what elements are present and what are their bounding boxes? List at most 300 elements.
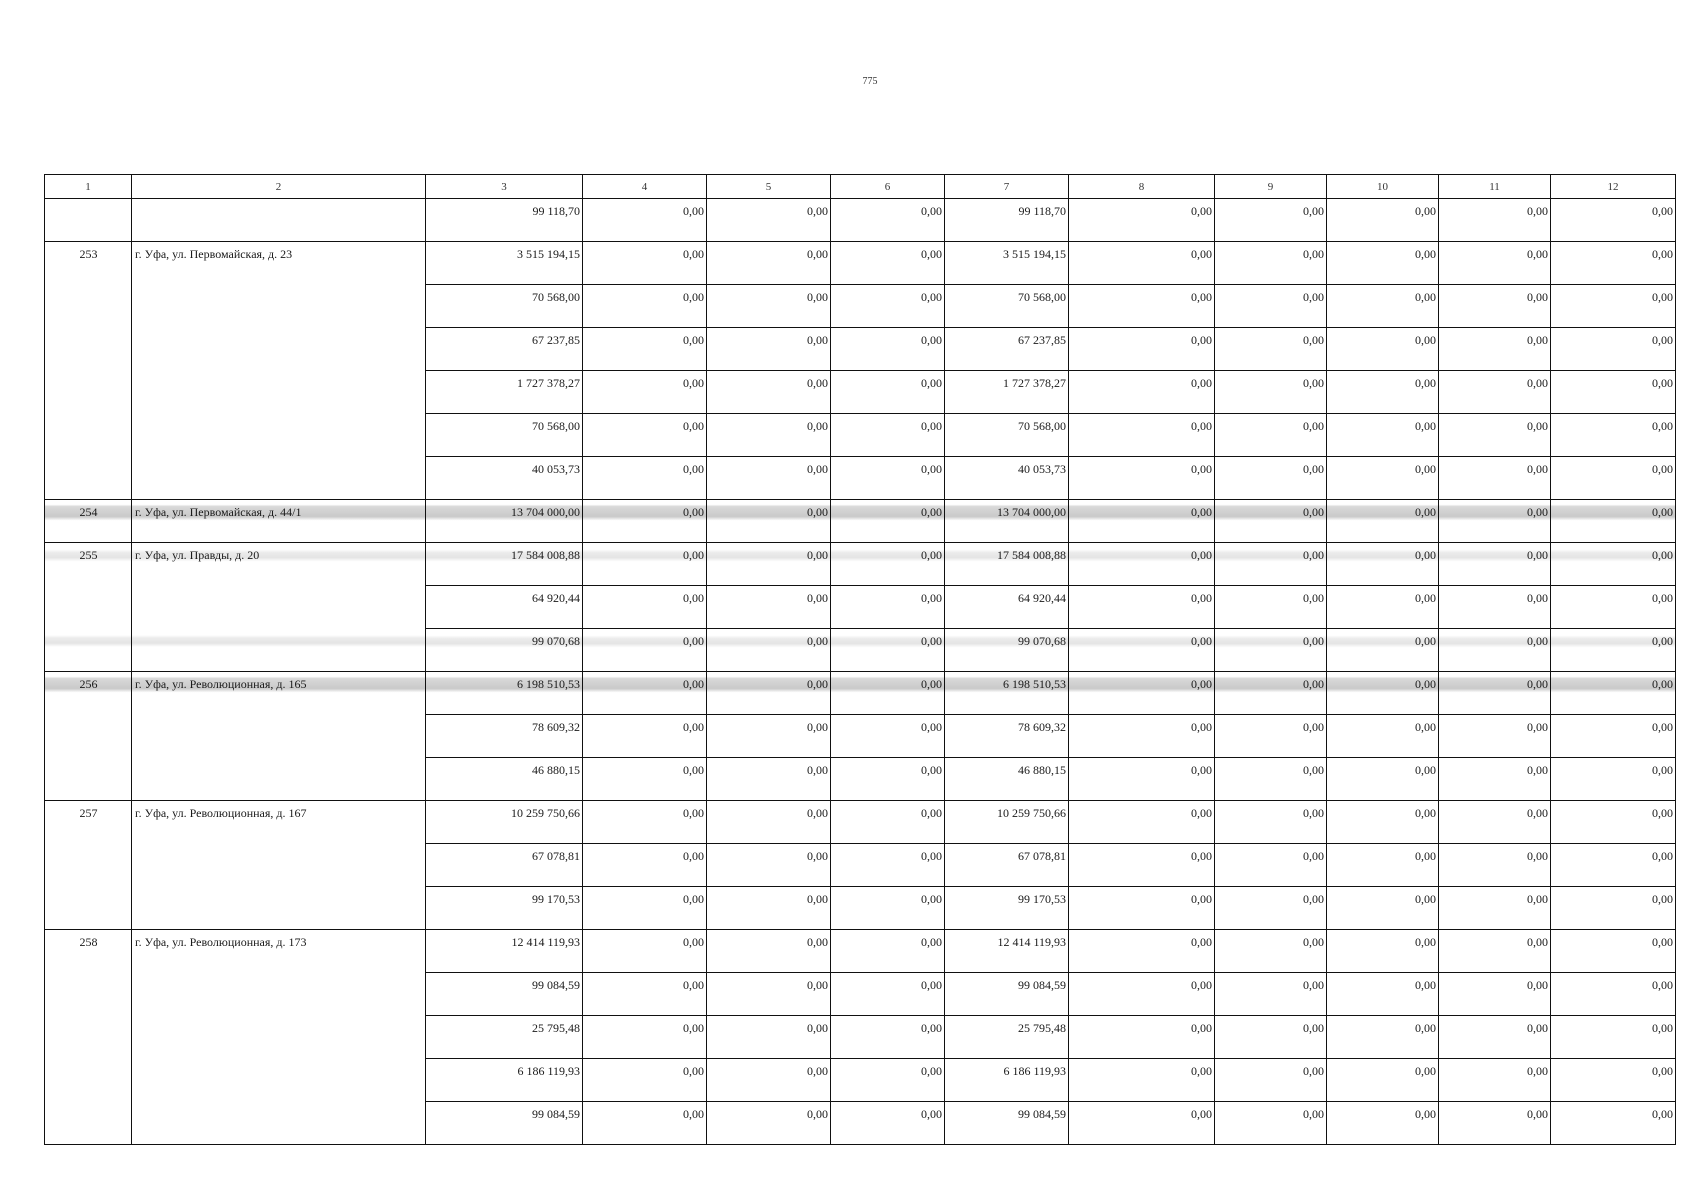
value-text: 0,00 <box>683 290 704 304</box>
value-cell-col-5 <box>707 199 831 242</box>
address-text <box>132 371 425 376</box>
value-cell-col-12 <box>1551 285 1676 328</box>
table-row <box>45 285 1676 328</box>
value-text: 0,00 <box>921 548 942 562</box>
value-cell-col-6 <box>831 457 945 500</box>
value-cell-col-9 <box>1215 1059 1327 1102</box>
row-number <box>45 758 131 763</box>
value-cell-col-7 <box>945 328 1069 371</box>
value-cell-col-11 <box>1439 586 1551 629</box>
value-text: 0,00 <box>1303 806 1324 820</box>
value-text: 0,00 <box>1652 505 1673 519</box>
row-number-cell <box>45 543 132 586</box>
value-text: 0,00 <box>1652 419 1673 433</box>
value-text: 0,00 <box>683 505 704 519</box>
value-cell-col-5 <box>707 285 831 328</box>
value-cell-col-10 <box>1327 199 1439 242</box>
value-cell-col-3 <box>426 1016 583 1059</box>
value-text: 10 259 750,66 <box>997 806 1066 820</box>
value-cell-col-5 <box>707 844 831 887</box>
value-text: 0,00 <box>807 763 828 777</box>
value-text: 0,00 <box>1303 376 1324 390</box>
value-cell-col-7 <box>945 1059 1069 1102</box>
value-cell-col-4 <box>583 457 707 500</box>
value-cell-col-9 <box>1215 973 1327 1016</box>
value-text: 17 584 008,88 <box>511 548 580 562</box>
value-text: 0,00 <box>1303 849 1324 863</box>
value-text: 0,00 <box>1652 548 1673 562</box>
address-cell <box>132 414 426 457</box>
value-cell-col-8 <box>1069 586 1215 629</box>
table-row <box>45 500 1676 543</box>
row-number-cell <box>45 930 132 973</box>
value-cell-col-9 <box>1215 629 1327 672</box>
row-number <box>45 629 131 634</box>
value-text: 0,00 <box>1415 677 1436 691</box>
value-text: 0,00 <box>1415 548 1436 562</box>
value-cell-col-6 <box>831 672 945 715</box>
value-text: 0,00 <box>683 677 704 691</box>
value-text: 0,00 <box>1191 634 1212 648</box>
value-cell-col-6 <box>831 1059 945 1102</box>
value-cell-col-9 <box>1215 758 1327 801</box>
value-cell-col-6 <box>831 801 945 844</box>
value-cell-col-10 <box>1327 285 1439 328</box>
value-cell-col-5 <box>707 543 831 586</box>
table-row <box>45 328 1676 371</box>
address-cell <box>132 844 426 887</box>
row-number <box>45 973 131 978</box>
value-text: 0,00 <box>807 720 828 734</box>
value-text: 0,00 <box>1303 290 1324 304</box>
value-text: 0,00 <box>1527 505 1548 519</box>
column-header-4: 4 <box>583 175 707 199</box>
value-cell-col-6 <box>831 1016 945 1059</box>
value-cell-col-11 <box>1439 629 1551 672</box>
value-cell-col-4 <box>583 242 707 285</box>
table-row <box>45 1059 1676 1102</box>
value-text: 0,00 <box>921 505 942 519</box>
value-cell-col-5 <box>707 930 831 973</box>
value-text: 64 920,44 <box>1018 591 1066 605</box>
row-number-cell <box>45 457 132 500</box>
table-row <box>45 801 1676 844</box>
value-cell-col-7 <box>945 457 1069 500</box>
value-text: 0,00 <box>1191 505 1212 519</box>
value-text: 0,00 <box>1652 247 1673 261</box>
value-cell-col-12 <box>1551 844 1676 887</box>
value-cell-col-9 <box>1215 328 1327 371</box>
value-cell-col-8 <box>1069 1102 1215 1145</box>
value-cell-col-7 <box>945 414 1069 457</box>
row-number <box>45 715 131 720</box>
value-cell-col-6 <box>831 242 945 285</box>
value-text: 0,00 <box>807 247 828 261</box>
value-text: 0,00 <box>1303 763 1324 777</box>
value-text: 0,00 <box>921 806 942 820</box>
value-text: 99 170,53 <box>532 892 580 906</box>
value-text: 0,00 <box>807 204 828 218</box>
value-text: 13 704 000,00 <box>511 505 580 519</box>
value-text: 0,00 <box>1652 677 1673 691</box>
value-text: 0,00 <box>1415 591 1436 605</box>
value-cell-col-5 <box>707 500 831 543</box>
row-number: 253 <box>79 247 98 261</box>
value-text: 0,00 <box>1652 1021 1673 1035</box>
value-cell-col-8 <box>1069 1016 1215 1059</box>
row-number-cell <box>45 371 132 414</box>
value-text: 0,00 <box>807 591 828 605</box>
value-text: 12 414 119,93 <box>997 935 1066 949</box>
value-text: 70 568,00 <box>1018 419 1066 433</box>
value-text: 0,00 <box>1303 1021 1324 1035</box>
value-text: 0,00 <box>1527 333 1548 347</box>
value-cell-col-9 <box>1215 199 1327 242</box>
value-text: 0,00 <box>921 720 942 734</box>
row-number-cell <box>45 414 132 457</box>
value-text: 78 609,32 <box>1018 720 1066 734</box>
value-cell-col-11 <box>1439 543 1551 586</box>
value-text: 6 198 510,53 <box>1003 677 1066 691</box>
value-cell-col-3 <box>426 414 583 457</box>
address-text <box>132 1016 425 1021</box>
value-text: 0,00 <box>1191 1021 1212 1035</box>
value-text: 0,00 <box>1303 548 1324 562</box>
value-cell-col-10 <box>1327 328 1439 371</box>
value-text: 0,00 <box>807 935 828 949</box>
value-text: 6 186 119,93 <box>1003 1064 1066 1078</box>
value-text: 0,00 <box>921 935 942 949</box>
page-number: 775 <box>862 76 878 87</box>
value-cell-col-7 <box>945 887 1069 930</box>
value-cell-col-7 <box>945 973 1069 1016</box>
value-cell-col-3 <box>426 672 583 715</box>
column-header-8: 8 <box>1069 175 1215 199</box>
value-text: 0,00 <box>807 892 828 906</box>
value-text: 0,00 <box>1415 204 1436 218</box>
value-cell-col-12 <box>1551 715 1676 758</box>
value-text: 0,00 <box>683 204 704 218</box>
value-cell-col-3 <box>426 715 583 758</box>
value-cell-col-4 <box>583 500 707 543</box>
value-cell-col-8 <box>1069 629 1215 672</box>
address-cell <box>132 672 426 715</box>
value-text: 0,00 <box>921 419 942 433</box>
value-cell-col-4 <box>583 543 707 586</box>
value-text: 0,00 <box>1527 935 1548 949</box>
value-cell-col-11 <box>1439 801 1551 844</box>
value-cell-col-6 <box>831 543 945 586</box>
value-text: 0,00 <box>1527 634 1548 648</box>
row-number-cell <box>45 629 132 672</box>
value-cell-col-4 <box>583 285 707 328</box>
address-text: г. Уфа, ул. Правды, д. 20 <box>135 548 260 562</box>
value-text: 0,00 <box>807 849 828 863</box>
value-text: 0,00 <box>683 333 704 347</box>
value-text: 0,00 <box>683 591 704 605</box>
value-cell-col-8 <box>1069 543 1215 586</box>
value-text: 0,00 <box>1191 677 1212 691</box>
value-cell-col-8 <box>1069 801 1215 844</box>
value-cell-col-6 <box>831 1102 945 1145</box>
value-cell-col-4 <box>583 715 707 758</box>
table-row <box>45 758 1676 801</box>
value-text: 0,00 <box>1415 1064 1436 1078</box>
value-cell-col-7 <box>945 672 1069 715</box>
address-text <box>132 199 425 204</box>
value-text: 0,00 <box>921 1064 942 1078</box>
value-text: 0,00 <box>1303 677 1324 691</box>
value-cell-col-7 <box>945 500 1069 543</box>
row-number-cell <box>45 586 132 629</box>
value-text: 0,00 <box>683 376 704 390</box>
value-text: 0,00 <box>1303 204 1324 218</box>
value-cell-col-6 <box>831 199 945 242</box>
value-text: 0,00 <box>921 763 942 777</box>
value-text: 0,00 <box>683 892 704 906</box>
table-row <box>45 457 1676 500</box>
row-number-cell <box>45 801 132 844</box>
row-number: 257 <box>79 806 98 820</box>
address-text <box>132 758 425 763</box>
address-text <box>132 328 425 333</box>
address-text <box>132 457 425 462</box>
value-cell-col-3 <box>426 328 583 371</box>
value-text: 0,00 <box>1652 290 1673 304</box>
address-text: г. Уфа, ул. Первомайская, д. 44/1 <box>135 505 302 519</box>
value-text: 0,00 <box>1191 204 1212 218</box>
value-cell-col-9 <box>1215 801 1327 844</box>
value-cell-col-3 <box>426 844 583 887</box>
value-cell-col-7 <box>945 199 1069 242</box>
value-text: 13 704 000,00 <box>997 505 1066 519</box>
value-cell-col-9 <box>1215 457 1327 500</box>
value-text: 0,00 <box>921 462 942 476</box>
value-text: 0,00 <box>1415 376 1436 390</box>
row-number <box>45 586 131 591</box>
value-text: 0,00 <box>1303 247 1324 261</box>
value-cell-col-5 <box>707 758 831 801</box>
value-text: 0,00 <box>921 290 942 304</box>
data-table <box>44 174 1676 1145</box>
address-text <box>132 715 425 720</box>
value-cell-col-9 <box>1215 285 1327 328</box>
address-text: г. Уфа, ул. Революционная, д. 173 <box>135 935 307 949</box>
value-cell-col-9 <box>1215 930 1327 973</box>
column-header-12: 12 <box>1551 175 1676 199</box>
table-row <box>45 672 1676 715</box>
value-cell-col-7 <box>945 242 1069 285</box>
value-cell-col-3 <box>426 629 583 672</box>
value-text: 0,00 <box>807 1021 828 1035</box>
value-cell-col-6 <box>831 328 945 371</box>
value-cell-col-11 <box>1439 414 1551 457</box>
value-text: 0,00 <box>807 978 828 992</box>
value-cell-col-12 <box>1551 586 1676 629</box>
header-row <box>45 175 1676 199</box>
row-number-cell <box>45 500 132 543</box>
row-number-cell <box>45 715 132 758</box>
value-text: 0,00 <box>921 849 942 863</box>
value-text: 0,00 <box>1415 290 1436 304</box>
value-text: 0,00 <box>1652 462 1673 476</box>
value-cell-col-11 <box>1439 328 1551 371</box>
value-cell-col-10 <box>1327 543 1439 586</box>
table-row <box>45 543 1676 586</box>
value-cell-col-3 <box>426 758 583 801</box>
value-text: 0,00 <box>1527 1064 1548 1078</box>
address-text <box>132 887 425 892</box>
value-text: 0,00 <box>807 290 828 304</box>
value-text: 70 568,00 <box>1018 290 1066 304</box>
value-text: 0,00 <box>1191 1107 1212 1121</box>
row-number-cell <box>45 1102 132 1145</box>
value-cell-col-3 <box>426 285 583 328</box>
value-text: 0,00 <box>1527 849 1548 863</box>
value-text: 0,00 <box>1303 462 1324 476</box>
value-text: 46 880,15 <box>532 763 580 777</box>
value-cell-col-3 <box>426 973 583 1016</box>
value-text: 70 568,00 <box>532 290 580 304</box>
column-header-3: 3 <box>426 175 583 199</box>
value-cell-col-4 <box>583 1059 707 1102</box>
value-cell-col-5 <box>707 1102 831 1145</box>
value-cell-col-4 <box>583 801 707 844</box>
value-cell-col-8 <box>1069 328 1215 371</box>
row-number: 254 <box>79 505 98 519</box>
value-cell-col-12 <box>1551 758 1676 801</box>
value-text: 0,00 <box>683 419 704 433</box>
value-cell-col-6 <box>831 629 945 672</box>
value-cell-col-8 <box>1069 285 1215 328</box>
row-number <box>45 1016 131 1021</box>
value-text: 6 198 510,53 <box>517 677 580 691</box>
value-text: 0,00 <box>1652 634 1673 648</box>
value-text: 0,00 <box>1191 892 1212 906</box>
value-cell-col-8 <box>1069 758 1215 801</box>
value-text: 10 259 750,66 <box>511 806 580 820</box>
value-text: 0,00 <box>807 505 828 519</box>
value-text: 0,00 <box>1303 1107 1324 1121</box>
value-text: 12 414 119,93 <box>511 935 580 949</box>
address-text: г. Уфа, ул. Революционная, д. 167 <box>135 806 307 820</box>
value-cell-col-12 <box>1551 199 1676 242</box>
value-text: 0,00 <box>1652 935 1673 949</box>
table-row <box>45 1016 1676 1059</box>
value-cell-col-8 <box>1069 1059 1215 1102</box>
value-text: 0,00 <box>1415 763 1436 777</box>
row-number-cell <box>45 1016 132 1059</box>
value-text: 0,00 <box>1652 204 1673 218</box>
value-text: 0,00 <box>1527 720 1548 734</box>
value-cell-col-11 <box>1439 285 1551 328</box>
value-text: 0,00 <box>1415 806 1436 820</box>
value-cell-col-11 <box>1439 672 1551 715</box>
value-cell-col-3 <box>426 887 583 930</box>
value-text: 0,00 <box>1303 419 1324 433</box>
value-cell-col-4 <box>583 672 707 715</box>
value-text: 0,00 <box>1303 505 1324 519</box>
address-cell <box>132 543 426 586</box>
value-text: 3 515 194,15 <box>517 247 580 261</box>
value-cell-col-5 <box>707 1059 831 1102</box>
value-cell-col-10 <box>1327 672 1439 715</box>
value-cell-col-12 <box>1551 242 1676 285</box>
value-text: 70 568,00 <box>532 419 580 433</box>
address-cell <box>132 242 426 285</box>
column-header-7: 7 <box>945 175 1069 199</box>
value-text: 3 515 194,15 <box>1003 247 1066 261</box>
value-text: 99 118,70 <box>1018 204 1066 218</box>
value-cell-col-9 <box>1215 242 1327 285</box>
row-number-cell <box>45 199 132 242</box>
value-cell-col-7 <box>945 543 1069 586</box>
value-cell-col-11 <box>1439 242 1551 285</box>
address-cell <box>132 629 426 672</box>
value-cell-col-7 <box>945 930 1069 973</box>
value-cell-col-10 <box>1327 758 1439 801</box>
value-cell-col-10 <box>1327 457 1439 500</box>
value-cell-col-3 <box>426 1059 583 1102</box>
value-text: 0,00 <box>683 720 704 734</box>
value-text: 0,00 <box>1652 849 1673 863</box>
column-header-6: 6 <box>831 175 945 199</box>
value-text: 0,00 <box>1527 247 1548 261</box>
value-text: 67 078,81 <box>532 849 580 863</box>
value-text: 0,00 <box>1415 1021 1436 1035</box>
value-text: 46 880,15 <box>1018 763 1066 777</box>
row-number <box>45 371 131 376</box>
value-text: 17 584 008,88 <box>997 548 1066 562</box>
row-number: 258 <box>79 935 98 949</box>
row-number: 256 <box>79 677 98 691</box>
value-cell-col-11 <box>1439 1102 1551 1145</box>
value-cell-col-10 <box>1327 844 1439 887</box>
value-cell-col-6 <box>831 930 945 973</box>
value-cell-col-4 <box>583 586 707 629</box>
value-text: 0,00 <box>1191 247 1212 261</box>
row-number <box>45 457 131 462</box>
address-cell <box>132 973 426 1016</box>
value-text: 0,00 <box>1415 978 1436 992</box>
row-number-cell <box>45 758 132 801</box>
value-text: 0,00 <box>807 806 828 820</box>
value-cell-col-9 <box>1215 414 1327 457</box>
value-cell-col-8 <box>1069 715 1215 758</box>
value-cell-col-12 <box>1551 672 1676 715</box>
value-text: 0,00 <box>1415 247 1436 261</box>
value-cell-col-9 <box>1215 543 1327 586</box>
value-cell-col-12 <box>1551 887 1676 930</box>
value-cell-col-4 <box>583 199 707 242</box>
address-text: г. Уфа, ул. Революционная, д. 165 <box>135 677 307 691</box>
table-row <box>45 199 1676 242</box>
value-text: 0,00 <box>1303 1064 1324 1078</box>
value-text: 0,00 <box>683 1107 704 1121</box>
table-body <box>45 199 1676 1145</box>
value-cell-col-5 <box>707 887 831 930</box>
row-number <box>45 844 131 849</box>
table-row <box>45 844 1676 887</box>
value-text: 99 070,68 <box>532 634 580 648</box>
address-text <box>132 1059 425 1064</box>
table-row <box>45 973 1676 1016</box>
value-cell-col-3 <box>426 457 583 500</box>
value-text: 0,00 <box>807 548 828 562</box>
value-text: 99 084,59 <box>532 978 580 992</box>
value-text: 0,00 <box>1415 892 1436 906</box>
value-cell-col-12 <box>1551 328 1676 371</box>
